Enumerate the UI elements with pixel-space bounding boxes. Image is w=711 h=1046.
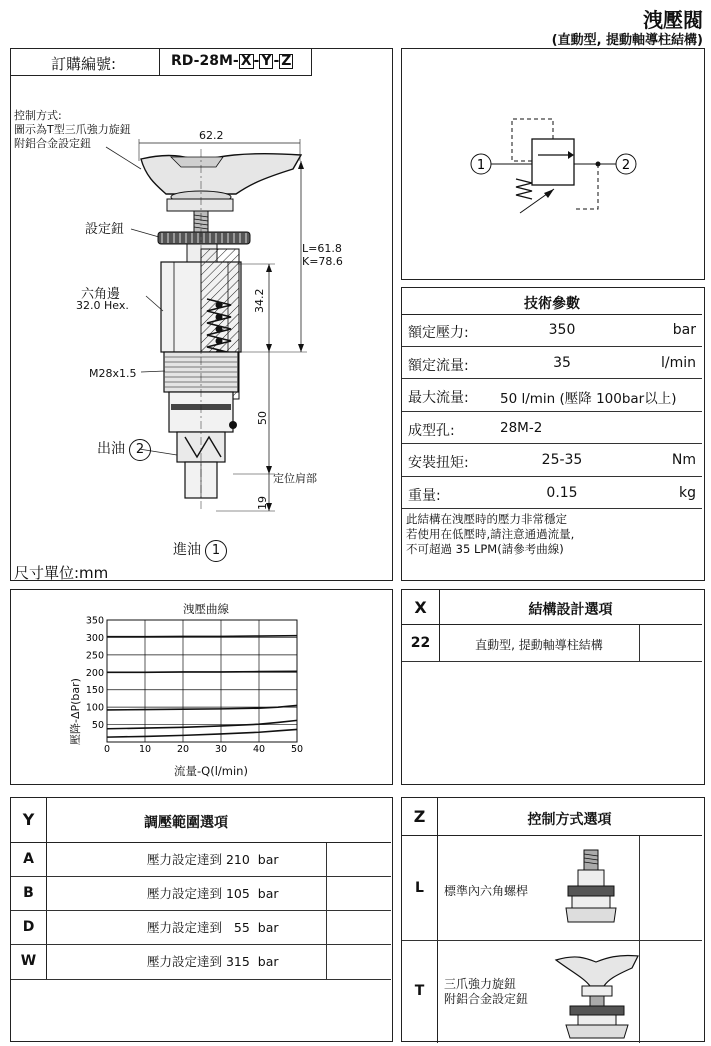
y-option-desc: 壓力設定達到 55 bar — [147, 920, 279, 935]
chart-x-tick-label: 40 — [252, 744, 266, 755]
y-options-panel — [10, 797, 393, 1042]
specs-note-2: 若使用在低壓時,請注意通過流量, — [406, 527, 575, 541]
y-header-code: Y — [22, 810, 35, 829]
relief-valve-symbol — [402, 49, 702, 277]
z-option-code-l: L — [415, 880, 424, 896]
x-option-desc: 直動型, 提動軸導柱結構 — [475, 638, 603, 652]
order-code: RD-28M- X - Y - Z — [171, 53, 292, 69]
spec-row — [402, 444, 702, 477]
spec-unit: Nm — [671, 452, 696, 468]
page-title: 洩壓閥 — [643, 8, 703, 32]
y-option-code: W — [20, 953, 37, 969]
chart-y-tick-label: 50 — [91, 720, 104, 732]
control-note-1: 控制方式: — [14, 109, 62, 122]
spec-value: 35 — [553, 354, 571, 371]
spec-label: 重量: — [408, 487, 441, 504]
chart-x-tick-label: 30 — [214, 744, 228, 755]
spec-row — [402, 412, 702, 445]
spec-row — [402, 477, 702, 510]
specs-note-3: 不可超過 35 LPM(請參考曲線) — [406, 542, 564, 556]
symbol-port-1: 1 — [476, 158, 486, 173]
spec-value: 50 l/min (壓降 100bar以上) — [500, 391, 677, 407]
chart-y-tick-label: 150 — [85, 685, 104, 697]
y-option-desc: 壓力設定達到 105 bar — [147, 886, 279, 901]
chart-y-tick-label: 350 — [85, 615, 104, 627]
chart-x-tick-label: 0 — [103, 744, 111, 755]
dim-50: 50 — [256, 411, 269, 425]
spec-unit: bar — [672, 322, 696, 338]
y-header-title: 調壓範圍選項 — [144, 815, 228, 831]
port-2-marker: 2 — [129, 439, 151, 461]
specs-panel — [401, 287, 705, 581]
page-subtitle: (直動型, 提動軸導柱結構) — [551, 33, 703, 48]
port-1-marker: 1 — [205, 540, 227, 562]
spec-unit: kg — [679, 484, 696, 501]
spec-value: 350 — [548, 322, 576, 338]
chart-x-tick-label: 50 — [290, 744, 304, 755]
inlet-label: 進油 1 — [173, 539, 227, 562]
control-note-3: 附鋁合金設定鈕 — [14, 137, 91, 150]
y-option-code: B — [23, 885, 34, 901]
x-options-panel — [401, 589, 705, 785]
x-header-title: 結構設計選項 — [528, 602, 613, 618]
chart-y-tick-label: 200 — [85, 667, 104, 679]
units-label: 尺寸單位:mm — [14, 564, 109, 582]
dim-K: K=78.6 — [302, 255, 343, 268]
dim-19: 19 — [256, 496, 269, 510]
z-options-panel — [401, 797, 705, 1042]
y-option-code: A — [23, 851, 34, 867]
dim-L: L=61.8 — [302, 242, 342, 255]
y-option-code: D — [22, 919, 35, 935]
z-option-desc-l: 標準內六角螺桿 — [444, 884, 529, 898]
specs-title: 技術參數 — [524, 296, 580, 312]
z-header-code: Z — [413, 807, 426, 826]
chart-y-tick-label: 100 — [85, 702, 104, 714]
spec-value: 25-35 — [541, 452, 583, 468]
hex-label: 六角邊 — [81, 287, 121, 302]
outlet-label: 出油 2 — [97, 438, 151, 461]
z-option-code-t: T — [414, 983, 425, 999]
chart-y-tick-label: 250 — [85, 650, 104, 662]
chart-title: 洩壓曲線 — [183, 602, 229, 616]
dim-34-2: 34.2 — [253, 288, 266, 313]
order-code-y: Y — [261, 53, 272, 69]
x-header-code: X — [414, 598, 427, 617]
shoulder-label: 定位肩部 — [273, 472, 317, 485]
spec-row — [402, 379, 702, 412]
spec-label: 額定壓力: — [408, 325, 469, 341]
z-header-title: 控制方式選項 — [527, 812, 612, 828]
order-code-z: Z — [281, 53, 292, 69]
z-option-desc-t-1: 三爪強力旋鈕 — [444, 977, 517, 991]
chart-ylabel: 壓降-ΔP(bar) — [69, 678, 82, 745]
thread-label: M28x1.5 — [89, 367, 137, 380]
chart-xlabel: 流量-Q(l/min) — [174, 764, 248, 778]
order-code-prefix: RD-28M- — [171, 53, 239, 69]
y-option-desc: 壓力設定達到 315 bar — [147, 954, 279, 969]
spec-row — [402, 314, 702, 347]
symbol-port-2: 2 — [621, 158, 631, 173]
curve-panel — [10, 589, 393, 785]
symbol-panel — [401, 48, 705, 280]
chart-x-tick-label: 10 — [138, 744, 152, 755]
order-code-x: X — [240, 53, 252, 69]
spec-value: 28M-2 — [500, 419, 543, 436]
x-option-code: 22 — [410, 635, 431, 651]
spec-row — [402, 347, 702, 380]
spec-unit: l/min — [660, 354, 696, 371]
control-note-2: 圖示為T型三爪強力旋鈕 — [14, 123, 131, 136]
set-knob-label: 設定鈕 — [85, 222, 125, 237]
spec-label: 成型孔: — [408, 422, 455, 439]
spec-label: 額定流量: — [408, 357, 469, 374]
chart-x-tick-label: 20 — [176, 744, 190, 755]
spec-label: 最大流量: — [408, 390, 469, 406]
specs-note-1: 此結構在洩壓時的壓力非常穩定 — [406, 512, 567, 526]
order-label: 訂購編號: — [51, 55, 117, 73]
dim-width: 62.2 — [199, 129, 224, 142]
hex-size: 32.0 Hex. — [76, 299, 129, 312]
y-option-desc: 壓力設定達到 210 bar — [147, 852, 279, 867]
spec-label: 安裝扭矩: — [408, 455, 469, 471]
chart-y-tick-label: 300 — [85, 632, 104, 644]
z-option-desc-t-2: 附鋁合金設定鈕 — [444, 992, 529, 1006]
t-knob-illustration — [552, 948, 642, 1040]
spec-value: 0.15 — [546, 484, 578, 501]
drawing-panel — [10, 48, 393, 581]
hex-screw-illustration — [562, 846, 622, 936]
